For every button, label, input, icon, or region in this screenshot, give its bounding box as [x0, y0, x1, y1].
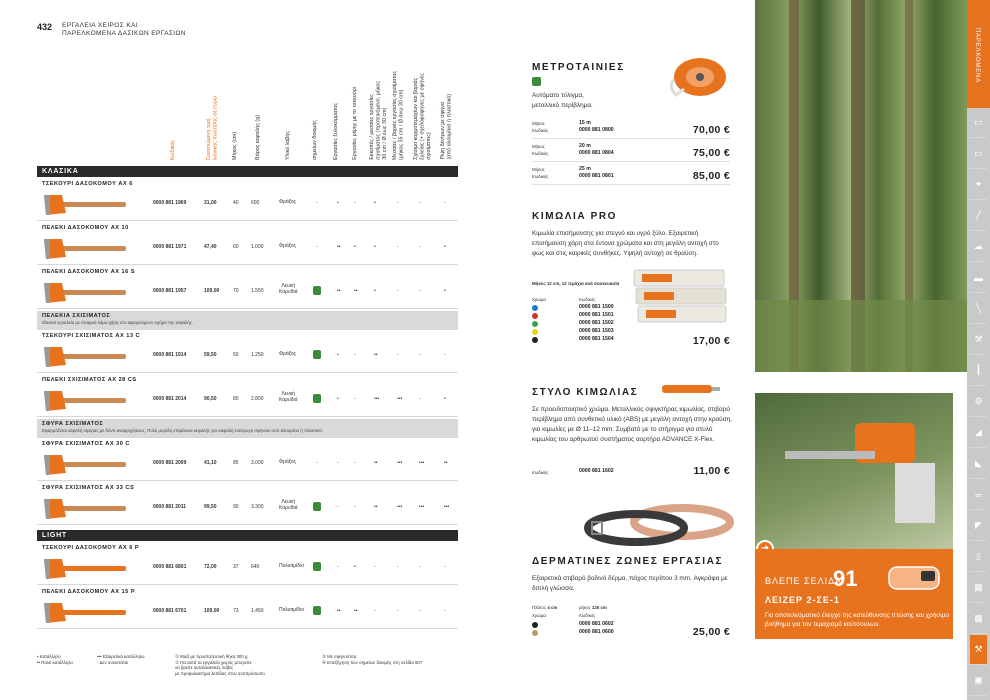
- suitability-rating: -: [444, 608, 446, 614]
- promo-box[interactable]: [755, 549, 953, 639]
- sidebar-category-icon[interactable]: ◢: [970, 418, 987, 448]
- belt-price: 25,00 €: [692, 626, 730, 638]
- suitability-rating: •: [337, 352, 339, 358]
- suitability-rating: •: [374, 288, 376, 294]
- suitability-rating: •: [444, 244, 446, 250]
- product-length: 70: [233, 288, 239, 294]
- suitability-rating: -: [419, 396, 421, 402]
- sidebar-category-icon[interactable]: ⚒: [970, 325, 987, 355]
- row-divider: [37, 372, 458, 373]
- suitability-rating: •: [337, 396, 339, 402]
- product-price: 31,00: [204, 200, 217, 206]
- suitability-rating: -: [354, 352, 356, 358]
- product-weight: 1.000: [251, 244, 264, 250]
- suitability-rating: •: [374, 200, 376, 206]
- handle-material: Λευκή Καρυδιά: [279, 499, 298, 511]
- suitability-rating: ••: [354, 608, 358, 614]
- row-divider: [37, 480, 458, 481]
- suitability-rating: -: [354, 396, 356, 402]
- sidebar-category-icon[interactable]: ▣: [970, 666, 987, 696]
- handle-material: Πολυαμίδιο: [279, 563, 304, 569]
- color-swatch: [532, 321, 538, 327]
- suitability-rating: ••: [444, 460, 448, 466]
- chalk-code: 0000 881 1503: [579, 328, 614, 334]
- group-title: ΠΕΛΕΚΙΑ ΣΧΙΣΙΜΑΤΟΣ: [42, 313, 111, 319]
- product-length: 80: [233, 396, 239, 402]
- promo-product: ΛΕΙΖΕΡ 2-ΣΕ-1: [765, 595, 840, 605]
- chalk-code: 0000 881 1501: [579, 312, 614, 318]
- product-length: 40: [233, 200, 239, 206]
- handle-material: Φράξος: [279, 459, 297, 465]
- product-price: 90,50: [204, 396, 217, 402]
- suitability-rating: •••: [374, 396, 380, 402]
- certified-icon: [313, 562, 321, 571]
- sidebar-tab-accessories[interactable]: ΠΑΡΕΛΚΟΜΕΝΑ: [967, 0, 990, 108]
- belt-color-label: Χρώμα: [532, 613, 546, 618]
- column-header: Μήκος (cm): [232, 132, 238, 160]
- group-header: [37, 311, 458, 330]
- axe-image: [40, 385, 132, 415]
- row-divider: [532, 138, 730, 139]
- row-divider: [37, 584, 458, 585]
- tape-length-label: Μήκος: [532, 167, 545, 172]
- belt-title: ΔΕΡΜΑΤΙΝΕΣ ΖΩΝΕΣ ΕΡΓΑΣΙΑΣ: [532, 556, 724, 567]
- axe-image: [40, 189, 132, 219]
- chalkholder-code: 0000 881 1602: [579, 468, 614, 474]
- suitability-rating: -: [444, 200, 446, 206]
- suitability-rating: ••: [337, 608, 341, 614]
- axe-image: [40, 277, 132, 307]
- row-divider: [37, 220, 458, 221]
- tape-price: 75,00 €: [692, 147, 730, 159]
- product-weight: 1.250: [251, 352, 264, 358]
- promo-text: Για αποτελεσματικό έλεγχο της κατεύθυνσης πτώσης και χρήσιμο βοήθημα για τον τεμαχισμό κούτσουλων.: [765, 612, 949, 628]
- column-header: Συνιστώμενη τιμή λιανικής πώλησης σε ευρώ: [206, 95, 219, 160]
- row-divider: [532, 161, 730, 162]
- suitability-rating: -: [337, 564, 339, 570]
- certified-icon: [313, 286, 321, 295]
- belt-length-label: μήκος 125 cm: [579, 605, 607, 610]
- product-code: 0000 881 6701: [153, 608, 187, 614]
- group-title: ΣΦΥΡΑ ΣΧΙΣΙΜΑΤΟΣ: [42, 421, 104, 427]
- chalk-title: ΚΙΜΩΛΙΑ PRO: [532, 211, 618, 222]
- legend-extra: ••• Εξαιρετικά κατάλληλο - Δεν συνιστάται: [97, 654, 145, 665]
- suitability-rating: •••: [397, 504, 403, 510]
- product-length: 90: [233, 504, 239, 510]
- handle-material: Φράξος: [279, 199, 297, 205]
- sidebar-category-icon[interactable]: ▦: [970, 573, 987, 603]
- chalkholder-title: ΣΤΥΛΟ ΚΙΜΩΛΙΑΣ: [532, 387, 639, 398]
- sidebar-category-icon[interactable]: ◤: [970, 511, 987, 541]
- product-code: 0000 881 2014: [153, 396, 187, 402]
- suitability-rating: ••: [337, 244, 341, 250]
- product-code: 0000 881 1957: [153, 288, 187, 294]
- group-description: Εφαρμόζεται κεφαλή σφύρας με δόντι αναρριχήσεως. Πολύ μεγάλη επιφάνεια κεφαλής για ασφαλή εισαγωγή σφηνών από αλουμίνιο ή πλαστικό.: [42, 428, 324, 433]
- column-header: Εργασίες ρίψης με το τσεκούρι: [352, 87, 358, 160]
- chalk-price: 17,00 €: [692, 335, 730, 347]
- belt-code-label: Κωδικός: [579, 613, 596, 618]
- handle-material: Λευκή Καρυδιά: [279, 391, 298, 403]
- suitability-rating: -: [354, 200, 356, 206]
- suitability-rating: •••: [419, 504, 425, 510]
- color-swatch: [532, 630, 538, 636]
- color-swatch: [532, 622, 538, 628]
- column-header: Εργασίες ξυλοκόμματος: [333, 102, 339, 160]
- suitability-rating: •••: [419, 460, 425, 466]
- chalkholder-code-label: Κωδικός: [532, 470, 549, 475]
- belt-code: 0000 881 0602: [579, 621, 614, 627]
- chalk-code-label: Κωδικός: [579, 297, 596, 302]
- color-swatch: [532, 337, 538, 343]
- product-price: 99,50: [204, 504, 217, 510]
- suitability-rating: ••: [374, 460, 378, 466]
- tape-description: Αυτόματο τύλιγμα, μεταλλικό περίβλημα.: [532, 92, 593, 109]
- sidebar-category-icon[interactable]: ◣: [970, 449, 987, 479]
- axe-image: [40, 341, 132, 371]
- product-price: 109,00: [204, 608, 220, 614]
- suitability-rating: •: [354, 564, 356, 570]
- sidebar-category-icon[interactable]: ✦: [970, 170, 987, 200]
- suitability-rating: -: [397, 608, 399, 614]
- suitability-rating: -: [419, 352, 421, 358]
- suitability-rating: •: [337, 200, 339, 206]
- axe-image: [40, 233, 132, 263]
- product-name: ΣΦΥΡΑ ΣΧΙΣΙΜΑΤΟΣ AX 33 CS: [42, 485, 135, 491]
- chalk-description: Κιμωλία επισήμανσης για στεγνό και υγρό ξύλο. Εξαιρετική επισήμανση χάρη στα έντονα χρώματα και στη μεγάλη αντοχή στο φως και στις καιρικές συνθήκες. Υψηλή αντοχή σε θραύση.: [532, 230, 719, 257]
- handle-material: Πολυαμίδιο: [279, 607, 304, 613]
- row-divider: [37, 416, 458, 417]
- suitability-rating: ••: [374, 504, 378, 510]
- product-code: 0000 881 2009: [153, 460, 187, 466]
- sidebar-category-icon[interactable]: ▯: [970, 542, 987, 572]
- product-name: ΠΕΛΕΚΙ ΣΧΙΣΙΜΑΤΟΣ AX 28 CS: [42, 377, 137, 383]
- product-price: 47,40: [204, 244, 217, 250]
- suitability-rating: -: [444, 564, 446, 570]
- suitability-rating: •••: [444, 504, 450, 510]
- row-divider: [37, 308, 458, 309]
- section-header: ΚΛΑΣΙΚΑ: [37, 166, 458, 177]
- suitability-rating: -: [419, 608, 421, 614]
- chalk-color-label: Χρώμα: [532, 297, 546, 302]
- tape-length: 15 m: [579, 120, 591, 126]
- suitability-rating: -: [354, 460, 356, 466]
- axe-image: [40, 449, 132, 479]
- product-name: ΠΕΛΕΚΙ ΔΑΣΟΚΟΜΟΥ AX 15 P: [42, 589, 136, 595]
- tape-code-label: Κωδικός: [532, 128, 549, 133]
- sidebar-category-icon[interactable]: ╲: [970, 294, 987, 324]
- product-code: 0000 881 1971: [153, 244, 187, 250]
- suitability-rating: ••: [337, 288, 341, 294]
- suitability-rating: -: [337, 504, 339, 510]
- promo-see-page: ΒΛΕΠΕ ΣΕΛΙΔΑ: [765, 576, 843, 586]
- product-weight: 3.000: [251, 460, 264, 466]
- product-price: 72,00: [204, 564, 217, 570]
- suitability-rating: •: [444, 288, 446, 294]
- product-name: ΣΦΥΡΑ ΣΧΙΣΙΜΑΤΟΣ AX 30 C: [42, 441, 130, 447]
- axe-image: [40, 597, 132, 627]
- suitability-rating: -: [419, 200, 421, 206]
- product-price: 109,00: [204, 288, 220, 294]
- laser-device-image: [885, 557, 945, 597]
- axe-image: [40, 553, 132, 583]
- chalk-code: 0000 881 1500: [579, 304, 614, 310]
- suitability-rating: -: [419, 244, 421, 250]
- certified-none: -: [316, 460, 318, 466]
- product-name: ΤΣΕΚΟΥΡΙ ΔΑΣΟΚΟΜΟΥ AX 6 P: [42, 545, 140, 551]
- suitability-rating: -: [397, 564, 399, 570]
- certified-icon: [313, 350, 321, 359]
- handle-material: Φράξος: [279, 351, 297, 357]
- tape-length: 20 m: [579, 143, 591, 149]
- suitability-rating: •••: [397, 460, 403, 466]
- product-code: 0000 881 2011: [153, 504, 187, 510]
- row-divider: [37, 524, 458, 525]
- suitability-rating: -: [374, 608, 376, 614]
- suitability-rating: -: [397, 352, 399, 358]
- tape-price: 85,00 €: [692, 170, 730, 182]
- product-name: ΠΕΛΕΚΙ ΔΑΣΟΚΟΜΟΥ AX 10: [42, 225, 129, 231]
- page-title: ΕΡΓΑΛΕΙΑ ΧΕΙΡΟΣ ΚΑΙ ΠΑΡΕΛΚΟΜΕΝΑ ΔΑΣΙΚΩΝ ΕΡΓΑΣΙΩΝ: [62, 22, 186, 37]
- sidebar-category-icon[interactable]: ▩: [970, 604, 987, 634]
- suitability-rating: •••: [397, 396, 403, 402]
- product-weight: 1.550: [251, 288, 264, 294]
- forest-photo: [755, 0, 967, 372]
- tape-length-label: Μήκος: [532, 121, 545, 126]
- product-weight: 1.450: [251, 608, 264, 614]
- group-header: [37, 419, 458, 438]
- chalk-code: 0000 881 1504: [579, 336, 614, 342]
- suitability-rating: -: [374, 564, 376, 570]
- axe-image: [40, 493, 132, 523]
- tape-price: 70,00 €: [692, 124, 730, 136]
- tape-code: 0000 881 0800: [579, 127, 614, 133]
- handle-material: Φράξος: [279, 243, 297, 249]
- column-header: Εκκοπές / μεσαίες εργασίες σχισίματος (προτεινόμενο, μήκος 30 cm / Ø έως 30 cm): [369, 81, 388, 160]
- leather-belt-image: [578, 498, 734, 554]
- sidebar-category-icon[interactable]: ☁: [970, 232, 987, 262]
- tape-length: 25 m: [579, 166, 591, 172]
- column-header: Βάρος κεφαλής (g): [255, 115, 261, 160]
- group-description: Ιδανικά εργαλεία με ελαφριά λάμα χάρη στο αφαιρούμενο σχήμα της κεφαλής.: [42, 320, 193, 325]
- chalk-holder-image: [660, 382, 722, 396]
- product-weight: 2.800: [251, 396, 264, 402]
- sidebar-category-icon[interactable]: ⚒: [970, 635, 987, 665]
- sidebar-category-icon[interactable]: ⚙: [970, 387, 987, 417]
- chalkholder-price: 11,00 €: [693, 465, 730, 477]
- suitability-rating: -: [354, 504, 356, 510]
- row-divider: [37, 628, 458, 629]
- product-weight: 600: [251, 200, 260, 206]
- suitability-rating: ••: [354, 288, 358, 294]
- color-swatch: [532, 313, 538, 319]
- tape-code-label: Κωδικός: [532, 151, 549, 156]
- column-header: Μεσαίες / βαριές εργασίες σχισίματος (μήκος 35 cm / Ø άνω 30 cm): [392, 70, 405, 160]
- column-header: Κωδικός: [170, 139, 176, 160]
- legend-notes: ③ Με σφηνοστσα ④ Επεξήγηση των σημείων δοκιμής στη σελίδα 507: [322, 654, 423, 665]
- promo-page-number: 91: [833, 566, 858, 591]
- suitability-rating: -: [419, 288, 421, 294]
- suitability-rating: •: [354, 244, 356, 250]
- chalk-box-image: [632, 266, 728, 330]
- column-header: Υλικό λαβής: [285, 130, 291, 160]
- legend-footnotes: ① Μαζί με προστατευτική θήκη 300 g ② Για αυτά τα εργαλεία χειρός μπορείτε να βρείτε ανταλλακτικές λαβές με προφυλακτήρα λεπίδας στον αντιπρόσωπο: [175, 654, 265, 676]
- tape-code: 0000 881 0801: [579, 173, 614, 179]
- certified-icon: [313, 606, 321, 615]
- chalk-pack-info: Μήκος 12 cm, 12 τεμάχια ανά συσκευασία: [532, 281, 620, 286]
- sidebar-category-icon[interactable]: ▬: [970, 263, 987, 293]
- tape-length-label: Μήκος: [532, 144, 545, 149]
- sidebar-category-icon[interactable]: ┃: [970, 356, 987, 386]
- product-length: 60: [233, 244, 239, 250]
- color-swatch: [532, 305, 538, 311]
- column-header: Ρίψη δέντρων με σφήνα (από αλουμίνιο ή πλαστικό): [440, 94, 453, 160]
- product-code: 0000 881 1914: [153, 352, 187, 358]
- product-weight: 640: [251, 564, 260, 570]
- section-header: LIGHT: [37, 530, 458, 541]
- suitability-rating: -: [397, 200, 399, 206]
- sidebar-category-icon[interactable]: ▭: [970, 108, 987, 138]
- column-header: σημείων δοκιμής: [312, 119, 318, 160]
- certified-icon: [313, 502, 321, 511]
- product-weight: 3.300: [251, 504, 264, 510]
- legend-basic: • Κατάλληλο •• Πολύ κατάλληλο: [37, 654, 73, 665]
- chalk-code: 0000 881 1502: [579, 320, 614, 326]
- tape-measure-image: [666, 53, 730, 103]
- certified-none: -: [316, 200, 318, 206]
- suitability-rating: -: [397, 244, 399, 250]
- row-divider: [532, 184, 730, 185]
- suitability-rating: •: [444, 396, 446, 402]
- tape-code: 0000 881 0804: [579, 150, 614, 156]
- product-code: 0000 881 6801: [153, 564, 187, 570]
- product-name: ΠΕΛΕΚΙ ΔΑΣΟΚΟΜΟΥ AX 16 S: [42, 269, 136, 275]
- product-name: ΤΣΕΚΟΥΡΙ ΔΑΣΟΚΟΜΟΥ AX 6: [42, 181, 133, 187]
- tape-code-label: Κωδικός: [532, 174, 549, 179]
- belt-code: 0000 881 0600: [579, 629, 614, 635]
- product-length: 50: [233, 352, 239, 358]
- suitability-rating: -: [419, 564, 421, 570]
- product-name: ΤΣΕΚΟΥΡΙ ΣΧΙΣΙΜΑΤΟΣ AX 13 C: [42, 333, 141, 339]
- certified-icon: [532, 77, 541, 86]
- page-number: 432: [37, 22, 53, 32]
- product-length: 37: [233, 564, 239, 570]
- handle-material: Λευκή Καρυδιά: [279, 283, 298, 295]
- product-price: 41,10: [204, 460, 217, 466]
- chalkholder-description: Σε προειδοποιητικό χρώμα. Μεταλλικός σφιγκτήρας κιμωλίας, στιβαρό περίβλημα από συνθετικό υλικό (ABS) με μεγάλη αντοχή στην κρούση, για κιμωλίες με Ø 11–12 mm. Συμβατό με το στήριγμα για στυλό κιμωλίας του αρθρωτού συστήματος αορτήρα ADVANCE X-Flex.: [532, 406, 732, 443]
- sidebar-category-icon[interactable]: ▭: [970, 139, 987, 169]
- belt-width-label: Πλάτος 4 cm: [532, 605, 558, 610]
- product-length: 73: [233, 608, 239, 614]
- product-code: 0000 881 1969: [153, 200, 187, 206]
- column-header: Σχίσιμο κορμοτεμαχίων και βαριάς ξυλείας (+ σχεδόφσφηνες με σφήνες σχισίματος): [413, 73, 432, 160]
- color-swatch: [532, 329, 538, 335]
- sidebar-category-icon[interactable]: ═: [970, 480, 987, 510]
- certified-none: -: [316, 244, 318, 250]
- suitability-rating: ••: [374, 352, 378, 358]
- certified-icon: [313, 394, 321, 403]
- belt-description: Εξαιρετικά στιβαρό βοδινό δέρμα, πάχος περίπου 3 mm. Αγκράφα με διπλή γλώσσα.: [532, 575, 728, 592]
- product-length: 85: [233, 460, 239, 466]
- row-divider: [37, 264, 458, 265]
- tape-title: ΜΕΤΡΟΤΑΙΝΙΕΣ: [532, 62, 625, 73]
- suitability-rating: •: [374, 244, 376, 250]
- suitability-rating: -: [337, 460, 339, 466]
- suitability-rating: -: [397, 288, 399, 294]
- sidebar-category-icon[interactable]: ╱: [970, 201, 987, 231]
- suitability-rating: -: [444, 352, 446, 358]
- product-price: 59,50: [204, 352, 217, 358]
